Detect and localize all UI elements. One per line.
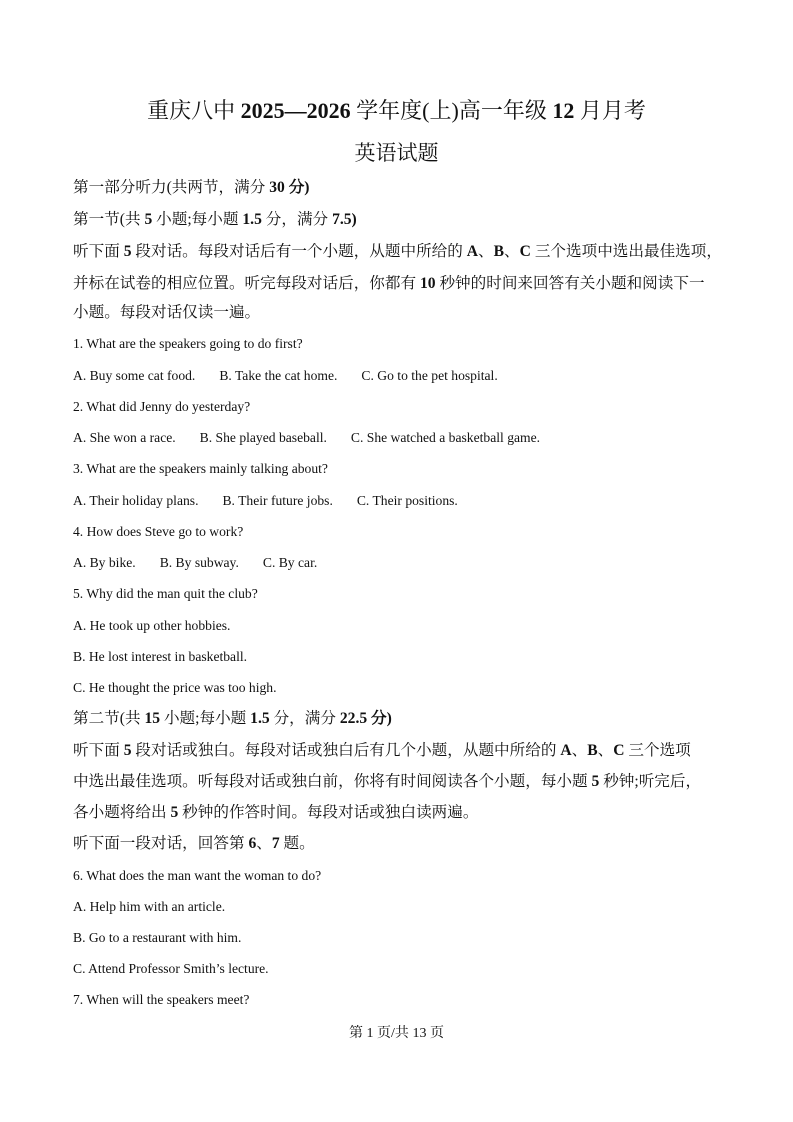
num: 1.5	[242, 211, 262, 228]
text: 第一部分听力(共两节，满分	[73, 179, 270, 196]
section2-sub-instruction	[73, 834, 315, 854]
option-c: C. Go to the pet hospital.	[361, 368, 498, 383]
text: 听下面	[73, 742, 124, 759]
text: 三个选项中选出最佳选项，	[530, 243, 722, 260]
option-a: A. Buy some cat food.	[73, 368, 196, 383]
num: 5	[123, 243, 132, 260]
question-1: 1. What are the speakers going to do first?	[73, 336, 303, 351]
score: 30	[269, 179, 285, 196]
text: 、	[478, 243, 494, 260]
title-text: 重庆八中	[147, 98, 241, 123]
option-letter: C	[613, 742, 625, 759]
exam-title	[0, 96, 793, 126]
option-letter: B	[493, 243, 505, 260]
text: 第	[349, 1026, 367, 1041]
title-years: 2025—2026	[240, 98, 351, 123]
text: 秒钟的时间来回答有关小题和阅读下一	[435, 275, 705, 292]
question-2-options	[73, 429, 540, 447]
text: 段对话。每段对话后有一个小题，从题中所给的	[131, 243, 467, 260]
num: 7.5)	[332, 211, 357, 228]
text: 分)	[367, 710, 392, 727]
question-3: 3. What are the speakers mainly talking about?	[73, 461, 328, 476]
num: 5	[170, 804, 179, 821]
option-b: B. By subway.	[159, 555, 239, 570]
text: 中选出最佳选项。听每段对话或独白前，你将有时间阅读各个小题，每小题	[73, 773, 592, 790]
text: 秒钟;听完后，	[599, 773, 702, 790]
text: 三个选项	[624, 742, 691, 759]
option-letter: A	[466, 243, 479, 260]
question-6: 6. What does the man want the woman to do?	[73, 868, 322, 883]
text: 题。	[279, 835, 315, 852]
text: 小题;每小题	[152, 211, 243, 228]
text: 、	[256, 835, 272, 852]
text: 段对话或独白。每段对话或独白后有几个小题，从题中所给的	[131, 742, 561, 759]
option-a: A. Their holiday plans.	[73, 493, 199, 508]
num: 5	[123, 742, 132, 759]
title-text: 学年度(上)高一年级	[350, 98, 553, 123]
text: 并标在试卷的相应位置。听完每段对话后，你都有	[73, 275, 420, 292]
title-month: 12	[552, 98, 575, 123]
text: 、	[504, 243, 520, 260]
question-5-option-b: B. He lost interest in basketball.	[73, 649, 248, 664]
page-total: 13	[412, 1026, 427, 1041]
num: 1.5	[250, 710, 270, 727]
option-b: B. Their future jobs.	[222, 493, 333, 508]
question-1-options	[73, 367, 498, 385]
text: 、	[571, 742, 588, 759]
option-b: B. She played baseball.	[199, 430, 327, 445]
num: 22.5	[339, 710, 368, 727]
section2-instructions-line2	[73, 772, 701, 792]
option-letter: A	[560, 742, 572, 759]
question-6-option-c: C. Attend Professor Smith’s lecture.	[73, 961, 269, 976]
question-4-options	[73, 554, 317, 572]
option-a: A. By bike.	[73, 555, 136, 570]
text: 分，满分	[269, 710, 340, 727]
question-7: 7. When will the speakers meet?	[73, 992, 250, 1007]
text: 页/共	[373, 1026, 413, 1041]
num: 15	[144, 710, 161, 727]
question-3-options	[73, 492, 458, 510]
option-letter: C	[519, 243, 531, 260]
question-5-option-a: A. He took up other hobbies.	[73, 618, 231, 633]
text: 、	[597, 742, 614, 759]
text: 页	[426, 1026, 444, 1041]
section2-heading	[73, 709, 392, 729]
section1-heading	[73, 210, 357, 230]
page-footer	[0, 1025, 793, 1043]
text: 第二节(共	[73, 710, 145, 727]
section2-instructions-line1	[73, 741, 691, 761]
question-6-option-a: A. Help him with an article.	[73, 899, 226, 914]
text: 分)	[284, 179, 310, 196]
text: 听下面	[73, 243, 124, 260]
num: 10	[419, 275, 436, 292]
num: 7	[271, 835, 280, 852]
num: 6	[248, 835, 257, 852]
exam-subtitle: 英语试题	[354, 141, 439, 165]
section1-instructions-line3: 小题。每段对话仅读一遍。	[73, 304, 261, 321]
part1-heading	[73, 178, 310, 198]
text: 各小题将给出	[73, 804, 171, 821]
num: 5	[144, 211, 153, 228]
option-b: B. Take the cat home.	[219, 368, 338, 383]
question-5: 5. Why did the man quit the club?	[73, 586, 258, 601]
section1-instructions-line2	[73, 274, 705, 294]
option-c: C. Their positions.	[356, 493, 458, 508]
option-letter: B	[587, 742, 598, 759]
text: 小题;每小题	[160, 710, 251, 727]
text: 秒钟的作答时间。每段对话或独白读两遍。	[178, 804, 479, 821]
title-text: 月月考	[574, 98, 646, 123]
text: 听下面一段对话，回答第	[73, 835, 249, 852]
question-2: 2. What did Jenny do yesterday?	[73, 399, 251, 414]
text: 第一节(共	[73, 211, 145, 228]
question-6-option-b: B. Go to a restaurant with him.	[73, 930, 242, 945]
option-c: C. By car.	[262, 555, 318, 570]
option-a: A. She won a race.	[73, 430, 176, 445]
text: 分，满分	[261, 211, 333, 228]
question-5-option-c: C. He thought the price was too high.	[73, 680, 277, 695]
question-4: 4. How does Steve go to work?	[73, 524, 244, 539]
page-number: 1	[366, 1026, 374, 1041]
num: 5	[591, 773, 600, 790]
option-c: C. She watched a basketball game.	[350, 430, 541, 445]
section1-instructions-line1	[73, 242, 722, 262]
section2-instructions-line3	[73, 803, 478, 823]
